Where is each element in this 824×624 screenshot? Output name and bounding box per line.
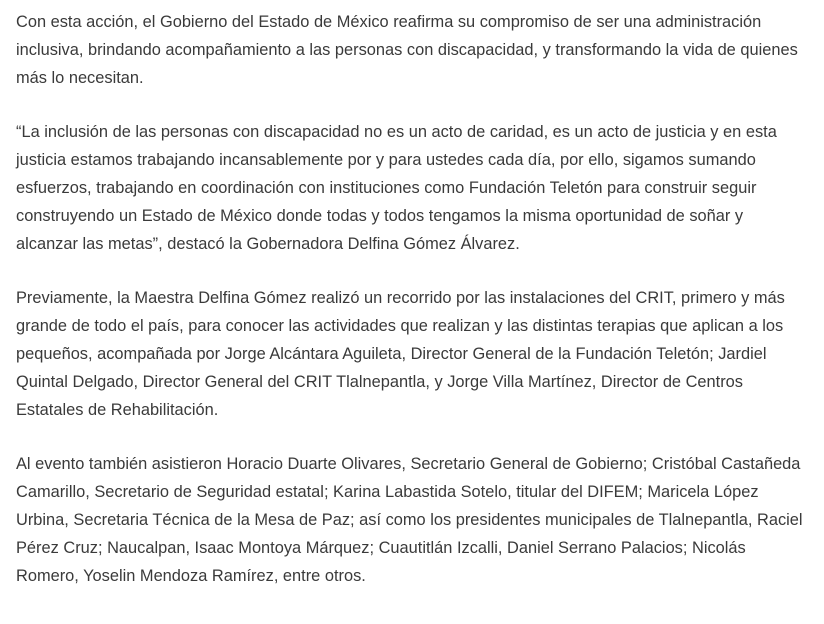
article-paragraph-4: Al evento también asistieron Horacio Duarte Olivares, Secretario General de Gobierno; Cristóbal Castañeda Camarillo, Secretario de Seguridad estatal; Karina Labastida Sotelo, titular del DIFEM; Maricela López Urbina, Secretaria Técnica de la Mesa de Paz; así como los presidentes municipales de Tlalnepantla, Raciel Pérez Cruz; Naucalpan, Isaac Montoya Márquez; Cuautitlán Izcalli, Daniel Serrano Palacios; Nicolás Romero, Yoselin Mendoza Ramírez, entre otros. (16, 454, 803, 586)
article-paragraph-2: “La inclusión de las personas con discapacidad no es un acto de caridad, es un acto de justicia y en esta justicia estamos trabajando incansablemente por y para ustedes cada día, por ello, sigamos sumando esfuerzos, trabajando en coordinación con instituciones como Fundación Teletón para construir seguir construyendo un Estado de México donde todas y todos tengamos la misma oportunidad de soñar y alcanzar las metas”, destacó la Gobernadora Delfina Gómez Álvarez. (16, 122, 777, 254)
article-paragraph-1: Con esta acción, el Gobierno del Estado de México reafirma su compromiso de ser una administración inclusiva, brindando acompañamiento a las personas con discapacidad, y transformando la vida de quienes más lo necesitan. (16, 13, 798, 88)
article-paragraph-3: Previamente, la Maestra Delfina Gómez realizó un recorrido por las instalaciones del CRIT, primero y más grande de todo el país, para conocer las actividades que realizan y las distintas terapias que aplican a los pequeños, acompañada por Jorge Alcántara Aguileta, Director General de la Fundación Teletón; Jardiel Quintal Delgado, Director General del CRIT Tlalnepantla, y Jorge Villa Martínez, Director de Centros Estatales de Rehabilitación. (16, 288, 785, 420)
article-body (16, 8, 808, 616)
